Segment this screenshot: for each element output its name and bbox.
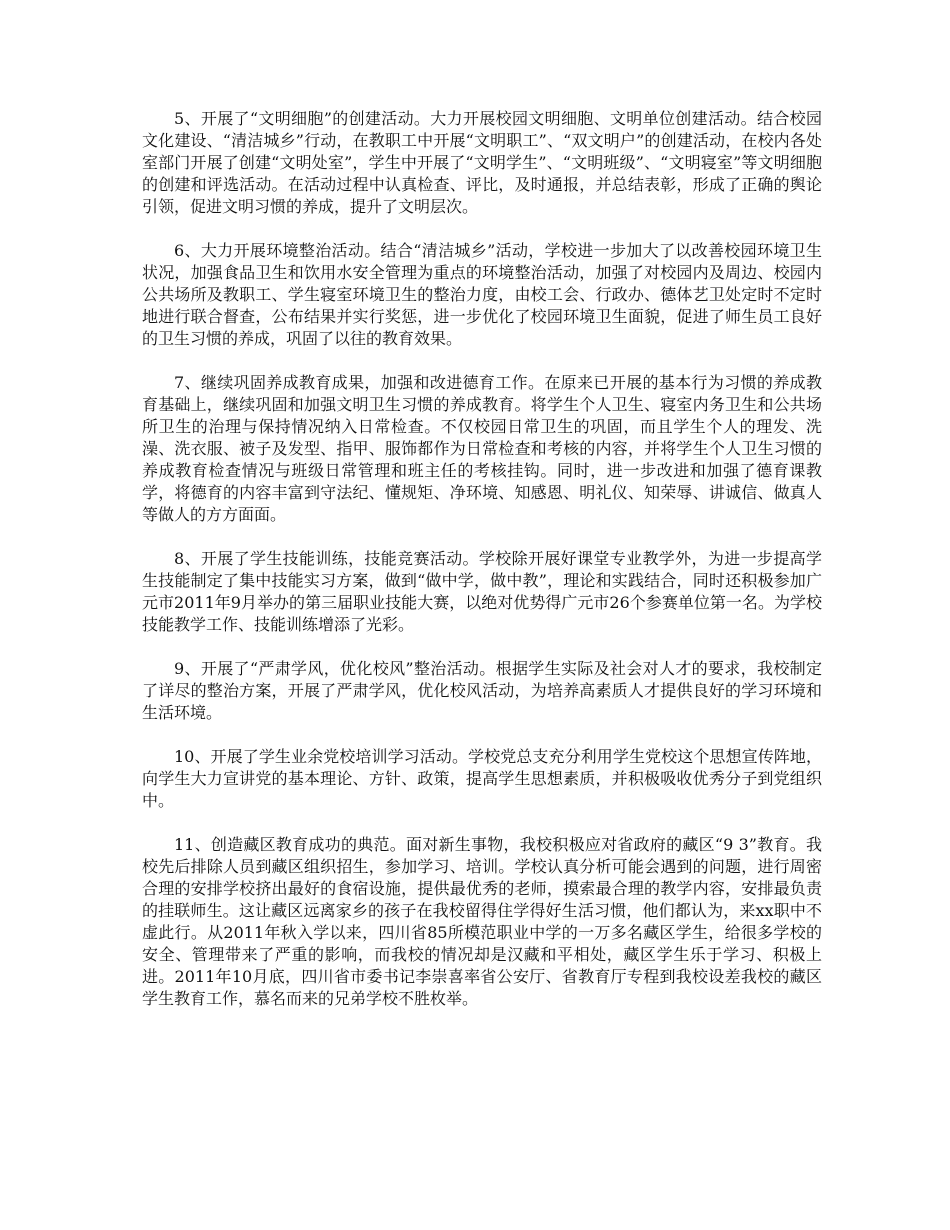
paragraph-10: 10、开展了学生业余党校培训学习活动。学校党总支充分利用学生党校这个思想宣传阵地，向学生大力宣讲党的基本理论、方针、政策，提高学生思想素质，并积极吸收优秀分子到党组织中。 <box>142 747 822 810</box>
paragraph-8: 8、开展了学生技能训练，技能竞赛活动。学校除开展好课堂专业教学外，为进一步提高学生技能制定了集中技能实习方案，做到“做中学，做中教”，理论和实践结合，同时还积极参加广元市2011年9月举办的第三届职业技能大赛，以绝对优势得广元市26个参赛单位第一名。为学校技能教学工作、技能训练增添了光彩。 <box>142 549 822 634</box>
paragraph-5: 5、开展了“文明细胞”的创建活动。大力开展校园文明细胞、文明单位创建活动。结合校园文化建设、“清洁城乡”行动，在教职工中开展“文明职工”、“双文明户”的创建活动，在校内各处室部门开展了创建“文明处室”，学生中开展了“文明学生”、“文明班级”、“文明寝室”等文明细胞的创建和评选活动。在活动过程中认真检查、评比，及时通报，并总结表彰，形成了正确的舆论引领，促进文明习惯的养成，提升了文明层次。 <box>142 109 822 216</box>
paragraph-7: 7、继续巩固养成教育成果，加强和改进德育工作。在原来已开展的基本行为习惯的养成教育基础上，继续巩固和加强文明卫生习惯的养成教育。将学生个人卫生、寝室内务卫生和公共场所卫生的治理与保持情况纳入日常检查。不仅校园日常卫生的巩固，而且学生个人的理发、洗澡、洗衣服、被子及发型、指甲、服饰都作为日常检查和考核的内容，并将学生个人卫生习惯的养成教育检查情况与班级日常管理和班主任的考核挂钩。同时，进一步改进和加强了德育课教学，将德育的内容丰富到守法纪、懂规矩、净环境、知感恩、明礼仪、知荣辱、讲诚信、做真人等做人的方方面面。 <box>142 373 822 524</box>
paragraph-11: 11、创造藏区教育成功的典范。面对新生事物，我校积极应对省政府的藏区“9 3”教育。我校先后排除人员到藏区组织招生，参加学习、培训。学校认真分析可能会遇到的问题，进行周密合理的安排学校挤出最好的食宿设施，提供最优秀的老师，摸索最合理的教学内容，安排最负责的挂联师生。这让藏区远离家乡的孩子在我校留得住学得好生活习惯，他们都认为，来xx职中不虚此行。从2011年秋入学以来，四川省85所模范职业中学的一万多名藏区学生，给很多学校的安全、管理带来了严重的影响，而我校的情况却是汉藏和平相处，藏区学生乐于学习、积极上进。2011年10月底，四川省市委书记李崇喜率省公安厅、省教育厅专程到我校设差我校的藏区学生教育工作，慕名而来的兄弟学校不胜枚举。 <box>142 835 822 1008</box>
paragraph-9: 9、开展了“严肃学风，优化校风”整治活动。根据学生实际及社会对人才的要求，我校制定了详尽的整治方案，开展了严肃学风，优化校风活动，为培养高素质人才提供良好的学习环境和生活环境。 <box>142 659 822 722</box>
document-body <box>142 108 822 1032</box>
paragraph-6: 6、大力开展环境整治活动。结合“清洁城乡”活动，学校进一步加大了以改善校园环境卫生状况，加强食品卫生和饮用水安全管理为重点的环境整治活动，加强了对校园内及周边、校园内公共场所及教职工、学生寝室环境卫生的整治力度，由校工会、行政办、德体艺卫处定时不定时地进行联合督查，公布结果并实行奖惩，进一步优化了校园环境卫生面貌，促进了师生员工良好的卫生习惯的养成，巩固了以往的教育效果。 <box>142 241 822 348</box>
